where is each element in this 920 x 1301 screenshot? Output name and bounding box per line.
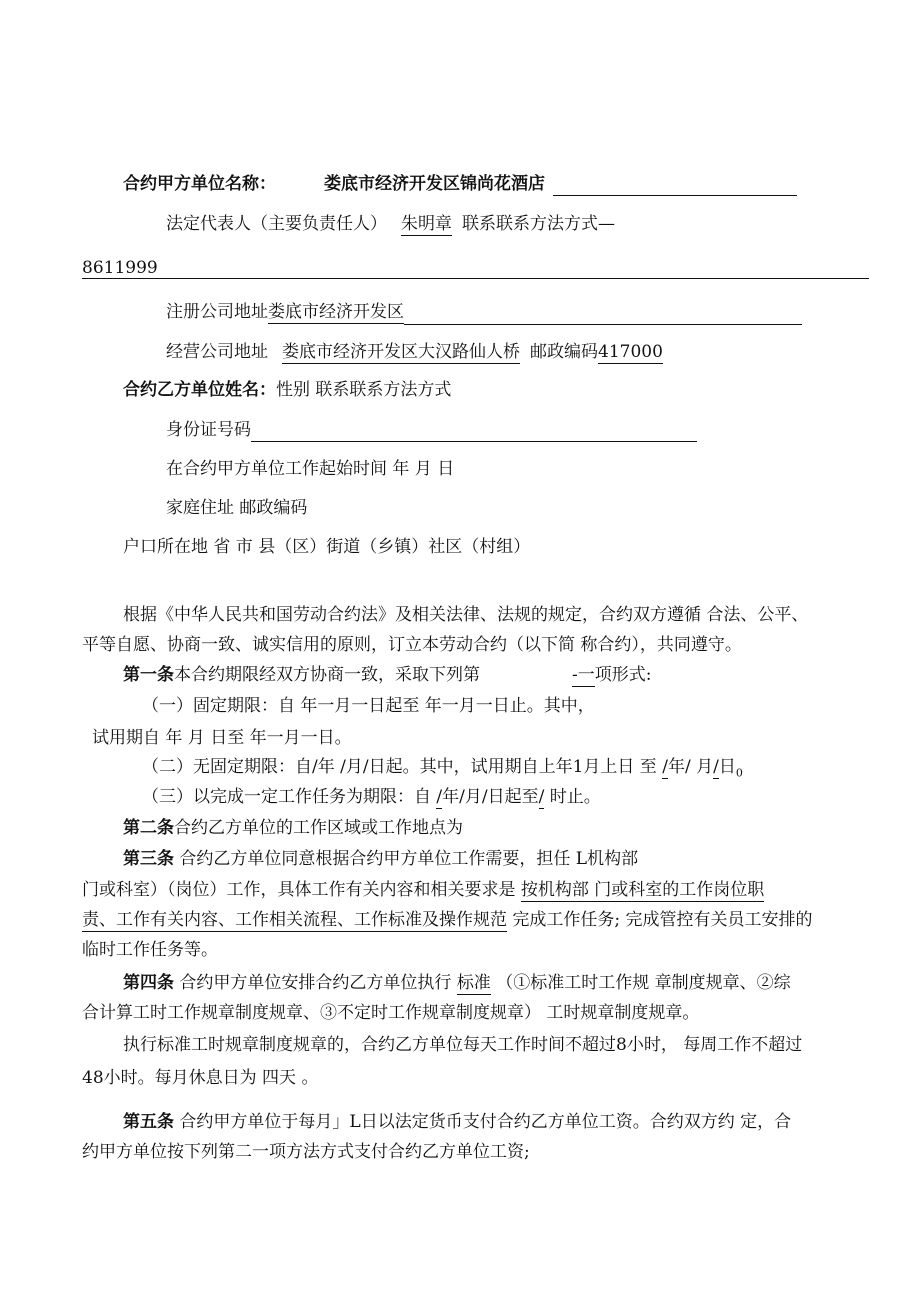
article-4-l2: 合计算工时工作规章制度规章、③不定时工作规章制度规章） 工时规章制度规章。 xyxy=(82,1003,700,1023)
article-1-opt3a: （三）以完成一定工作任务为期限：自 xyxy=(142,787,437,807)
article-1-opt3d: / xyxy=(538,787,545,807)
article-1-opt2-line xyxy=(142,755,743,785)
article-1-opt2a: （二）无固定期限：自/年 /月/日起。其中，试用期自上年1月上日 至 xyxy=(142,757,663,777)
start-time: 在合约甲方单位工作起始时间 年 月 日 xyxy=(166,459,455,479)
biz-addr-line xyxy=(166,340,663,364)
id-blank xyxy=(251,423,697,442)
article-5-line-2 xyxy=(82,1140,530,1164)
phone: 8611999 xyxy=(82,258,158,278)
article-1-opt3c: 年/月/日起至 xyxy=(442,787,539,807)
article-1-text: 本合约期限经双方协商一致，采取下列第 xyxy=(174,665,480,685)
party-a-label: 合约甲方单位名称： xyxy=(123,174,276,194)
article-1-choice: -一 xyxy=(572,665,595,685)
biz-addr-label: 经营公司地址 xyxy=(166,342,268,362)
article-1-opt3-line xyxy=(142,785,601,809)
article-3-line xyxy=(123,847,638,871)
intro-line-1 xyxy=(123,603,808,627)
article-1-title: 第一条 xyxy=(123,665,174,685)
phone-rule xyxy=(82,278,869,279)
legal-rep-name: 朱明章 xyxy=(401,214,452,234)
start-time-line xyxy=(166,457,454,481)
article-3-l4: 临时工作任务等。 xyxy=(82,940,218,960)
article-4-line-2 xyxy=(82,1001,699,1025)
hukou: 户口所在地 省 市 县（区）街道（乡镇）社区（村组） xyxy=(123,537,531,557)
reg-addr-line xyxy=(166,300,802,325)
party-a-line xyxy=(123,172,797,196)
intro-1: 根据《中华人民共和国劳动合约法》及相关法律、法规的规定，合约双方遵循 合法、公平、 xyxy=(123,605,809,625)
article-3-l2b: 按机构部 门或科室的工作岗位职 xyxy=(520,880,765,900)
article-5-line xyxy=(123,1110,791,1134)
article-1-opt1-line xyxy=(142,694,595,718)
article-1-opt2f: 0 xyxy=(735,766,743,780)
article-1-opt2d: / xyxy=(713,757,719,777)
article-5-title: 第五条 xyxy=(123,1112,174,1132)
article-3-l3a: 责、工作有关内容、工作相关流程、工作标准及操作规范 xyxy=(82,910,507,930)
article-4-l1c: （①标准工时工作规 章制度规章、②综 xyxy=(490,973,791,993)
article-4-l4: 48小时。每月休息日为 四天 。 xyxy=(82,1068,319,1088)
party-b-label: 合约乙方单位姓名： xyxy=(123,380,276,400)
party-b-line xyxy=(123,378,451,402)
reg-addr-blank xyxy=(404,306,802,325)
article-2-line xyxy=(123,816,463,840)
article-1-opt1b-line xyxy=(92,726,352,750)
id-label: 身份证号码 xyxy=(166,420,251,440)
article-1-line xyxy=(123,663,651,687)
article-4-title: 第四条 xyxy=(123,973,174,993)
article-3-title: 第三条 xyxy=(123,849,174,869)
article-5-l2: 约甲方单位按下列第二一项方法方式支付合约乙方单位工资; xyxy=(82,1142,530,1162)
biz-addr: 娄底市经济开发区大汉路仙人桥 xyxy=(282,342,520,362)
intro-line-2 xyxy=(82,633,742,657)
article-1-opt2b: / xyxy=(662,757,668,777)
article-2-text: 合约乙方单位的工作区域或工作地点为 xyxy=(174,818,463,838)
article-3-text: 合约乙方单位同意根据合约甲方单位工作需要，担任 L机构部 xyxy=(174,849,639,869)
article-3-line-3 xyxy=(82,908,813,932)
home-addr: 家庭住址 邮政编码 xyxy=(166,498,308,518)
postcode: 417000 xyxy=(598,342,663,362)
article-4-line-3 xyxy=(123,1033,802,1057)
contact-label: 联系联系方法方式— xyxy=(462,214,615,234)
article-1-opt3e: 时止。 xyxy=(544,787,601,807)
home-addr-line xyxy=(166,496,307,520)
article-5-l1: 合约甲方单位于每月」L日以法定货币支付合约乙方单位工资。合约双方约 定，合 xyxy=(174,1112,792,1132)
article-1-opt1b: 试用期自 年 月 日至 年一月一日。 xyxy=(92,728,352,748)
legal-rep-line xyxy=(166,212,615,236)
article-4-l1a: 合约甲方单位安排合约乙方单位执行 xyxy=(174,973,457,993)
article-3-line-4 xyxy=(82,938,218,962)
article-3-line-2 xyxy=(82,878,764,902)
article-4-line-4 xyxy=(82,1066,318,1090)
article-2-title: 第二条 xyxy=(123,818,174,838)
postcode-label: 邮政编码 xyxy=(530,342,598,362)
article-3-l3b: 完成工作任务; 完成管控有关员工安排的 xyxy=(507,910,813,930)
article-1-opt3b: / xyxy=(436,787,443,807)
id-line xyxy=(166,418,697,442)
reg-addr: 娄底市经济开发区 xyxy=(268,302,404,322)
article-1-opt2e: 日 xyxy=(718,757,736,777)
article-3-l2a: 门或科室）（岗位）工作，具体工作有关内容和相关要求是 xyxy=(82,880,521,900)
article-1-opt2c: 年/ 月 xyxy=(667,757,714,777)
article-4-l3: 执行标准工时规章制度规章的，合约乙方单位每天工作时间不超过8小时， 每周工作不超过 xyxy=(123,1035,803,1055)
party-a-name-blank xyxy=(553,177,797,196)
legal-rep-label: 法定代表人（主要负责任人） xyxy=(166,214,387,234)
phone-line xyxy=(82,256,158,280)
reg-addr-label: 注册公司地址 xyxy=(166,302,268,322)
article-1-end: 项形式: xyxy=(594,665,652,685)
article-4-line xyxy=(123,971,791,995)
hukou-line xyxy=(123,535,530,559)
intro-2: 平等自愿、协商一致、诚实信用的原则，订立本劳动合约（以下简 称合约），共同遵守。 xyxy=(82,635,742,655)
party-a-name: 娄底市经济开发区锦尚花酒店 xyxy=(324,174,545,194)
party-b-fields: 性别 联系联系方法方式 xyxy=(276,380,452,400)
article-4-l1b: 标准 xyxy=(456,973,491,993)
article-1-opt1: （一）固定期限：自 年一月一日起至 年一月一日止。其中， xyxy=(142,696,595,716)
